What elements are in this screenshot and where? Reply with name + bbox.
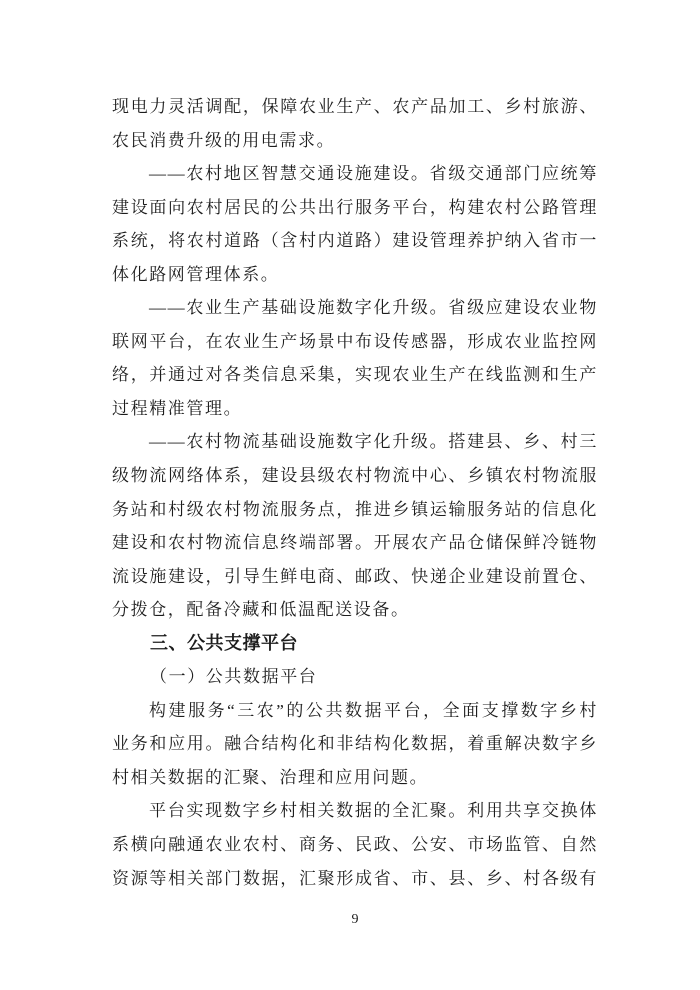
- text-line: 务站和村级农村物流服务点，推进乡镇运输服务站的信息化: [112, 499, 598, 519]
- text-line: 分拨仓，配备冷藏和低温配送设备。: [112, 600, 410, 620]
- text-line: 系统，将农村道路（含村内道路）建设管理养护纳入省市一: [112, 231, 598, 251]
- text-line: 级物流网络体系，建设县级农村物流中心、乡镇农村物流服: [112, 466, 598, 486]
- text-line: ——农村物流基础设施数字化升级。搭建县、乡、村三: [149, 432, 598, 452]
- text-line: ——农村地区智慧交通设施建设。省级交通部门应统筹: [149, 164, 598, 184]
- text-line: 体化路网管理体系。: [112, 264, 280, 284]
- text-line: 联网平台，在农业生产场景中布设传感器，形成农业监控网: [112, 331, 598, 351]
- text-line: 系横向融通农业农村、商务、民政、公安、市场监管、自然: [112, 835, 598, 855]
- text-line: ——农业生产基础设施数字化升级。省级应建设农业物: [149, 298, 598, 318]
- section-heading: 三、公共支撑平台: [150, 632, 298, 653]
- text-line: 村相关数据的汇聚、治理和应用问题。: [112, 767, 429, 787]
- text-line: 建设和农村物流信息终端部署。开展农产品仓储保鲜冷链物: [112, 533, 598, 553]
- text-line: 建设面向农村居民的公共出行服务平台，构建农村公路管理: [112, 197, 598, 217]
- text-line: 络，并通过对各类信息采集，实现农业生产在线监测和生产: [112, 365, 598, 385]
- text-line: 平台实现数字乡村相关数据的全汇聚。利用共享交换体: [149, 801, 598, 821]
- text-line: 资源等相关部门数据，汇聚形成省、市、县、乡、村各级有: [112, 868, 598, 888]
- text-line: 构建服务“三农”的公共数据平台，全面支撑数字乡村: [149, 700, 598, 720]
- text-line: 流设施建设，引导生鲜电商、邮政、快递企业建设前置仓、: [112, 566, 598, 586]
- text-line: 农民消费升级的用电需求。: [112, 130, 336, 150]
- text-line: 现电力灵活调配，保障农业生产、农产品加工、乡村旅游、: [112, 97, 598, 116]
- text-line: 业务和应用。融合结构化和非结构化数据，着重解决数字乡: [112, 734, 598, 754]
- document-body: [112, 90, 598, 895]
- page-number: 9: [351, 912, 359, 927]
- sub-heading: （一）公共数据平台: [150, 667, 318, 687]
- text-line: 过程精准管理。: [112, 398, 243, 418]
